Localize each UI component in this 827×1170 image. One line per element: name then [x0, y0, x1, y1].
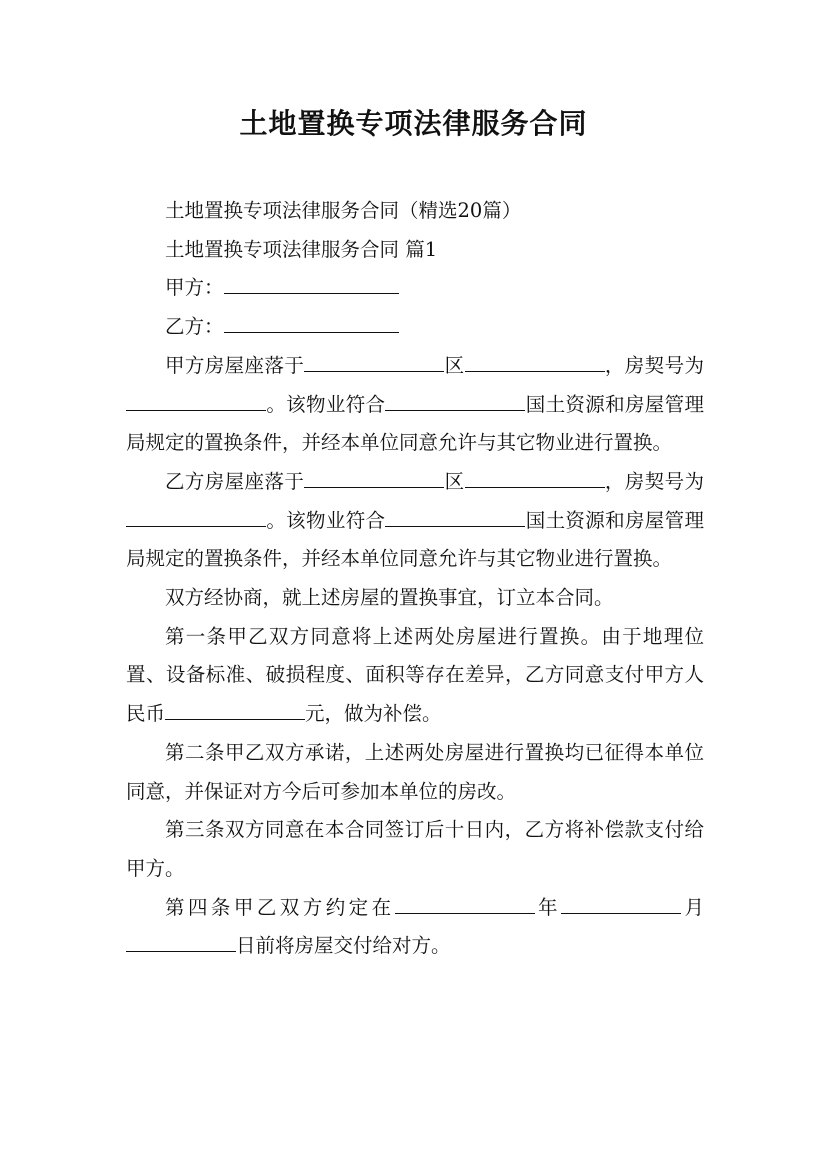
text-run: 。该物业符合 — [266, 508, 386, 532]
agreement-paragraph: 双方经协商，就上述房屋的置换事宜，订立本合同。 — [165, 586, 614, 610]
document-body — [126, 192, 704, 966]
subtitle: 土地置换专项法律服务合同（精选20篇） — [165, 199, 522, 222]
text-run: 。该物业符合 — [266, 392, 386, 416]
blank-field — [304, 466, 444, 487]
article-1 — [126, 618, 704, 734]
party-a-line — [126, 269, 704, 308]
text-run: 甲方房屋座落于 — [165, 353, 305, 377]
blank-field — [304, 350, 444, 371]
text-run: 元，做为补偿。 — [305, 702, 442, 726]
blank-field — [126, 505, 266, 526]
blank-field — [385, 505, 525, 526]
article-4 — [126, 889, 704, 966]
document-title: 土地置换专项法律服务合同 — [239, 107, 588, 140]
party-a-property-paragraph — [126, 347, 704, 463]
blank-field — [465, 466, 605, 487]
blank-field — [395, 892, 535, 913]
party-a-label: 甲方： — [165, 276, 224, 300]
text-run: 区 — [444, 353, 465, 377]
text-run: 年 — [534, 895, 562, 919]
text-run: 国土资源和房屋管理局规定的置换条件，并经本单位同意允许与其它物业进行置换。 — [126, 508, 704, 571]
blank-field — [224, 312, 399, 333]
text-run: 第一条甲乙双方同意将上述两处房屋进行置换。由于地理位置、设备标准、破损程度、面积等存在差异，乙方同意支付甲方人民币 — [126, 624, 704, 726]
party-b-line — [126, 308, 704, 347]
article-2: 第二条甲乙双方承诺，上述两处房屋进行置换均已征得本单位同意，并保证对方今后可参加本单位的房改。 — [126, 740, 704, 803]
text-run: 月 — [681, 895, 704, 919]
blank-field — [465, 350, 605, 371]
party-b-property-paragraph — [126, 463, 704, 579]
text-run: 区 — [444, 469, 465, 493]
blank-field — [165, 699, 305, 720]
blank-field — [224, 273, 399, 294]
text-run: 日前将房屋交付给对方。 — [236, 934, 451, 958]
text-run: ，房契号为 — [604, 469, 704, 493]
text-run: 第四条甲乙双方约定在 — [165, 895, 395, 919]
text-run: 国土资源和房屋管理局规定的置换条件，并经本单位同意允许与其它物业进行置换。 — [126, 392, 704, 455]
blank-field — [561, 892, 681, 913]
text-run: 乙方房屋座落于 — [165, 469, 305, 493]
blank-field — [385, 389, 525, 410]
part-heading: 土地置换专项法律服务合同 篇1 — [165, 237, 438, 261]
blank-field — [126, 931, 236, 952]
text-run: ，房契号为 — [604, 353, 704, 377]
blank-field — [126, 389, 266, 410]
party-b-label: 乙方： — [165, 315, 224, 339]
article-3: 第三条双方同意在本合同签订后十日内，乙方将补偿款支付给甲方。 — [126, 818, 704, 880]
